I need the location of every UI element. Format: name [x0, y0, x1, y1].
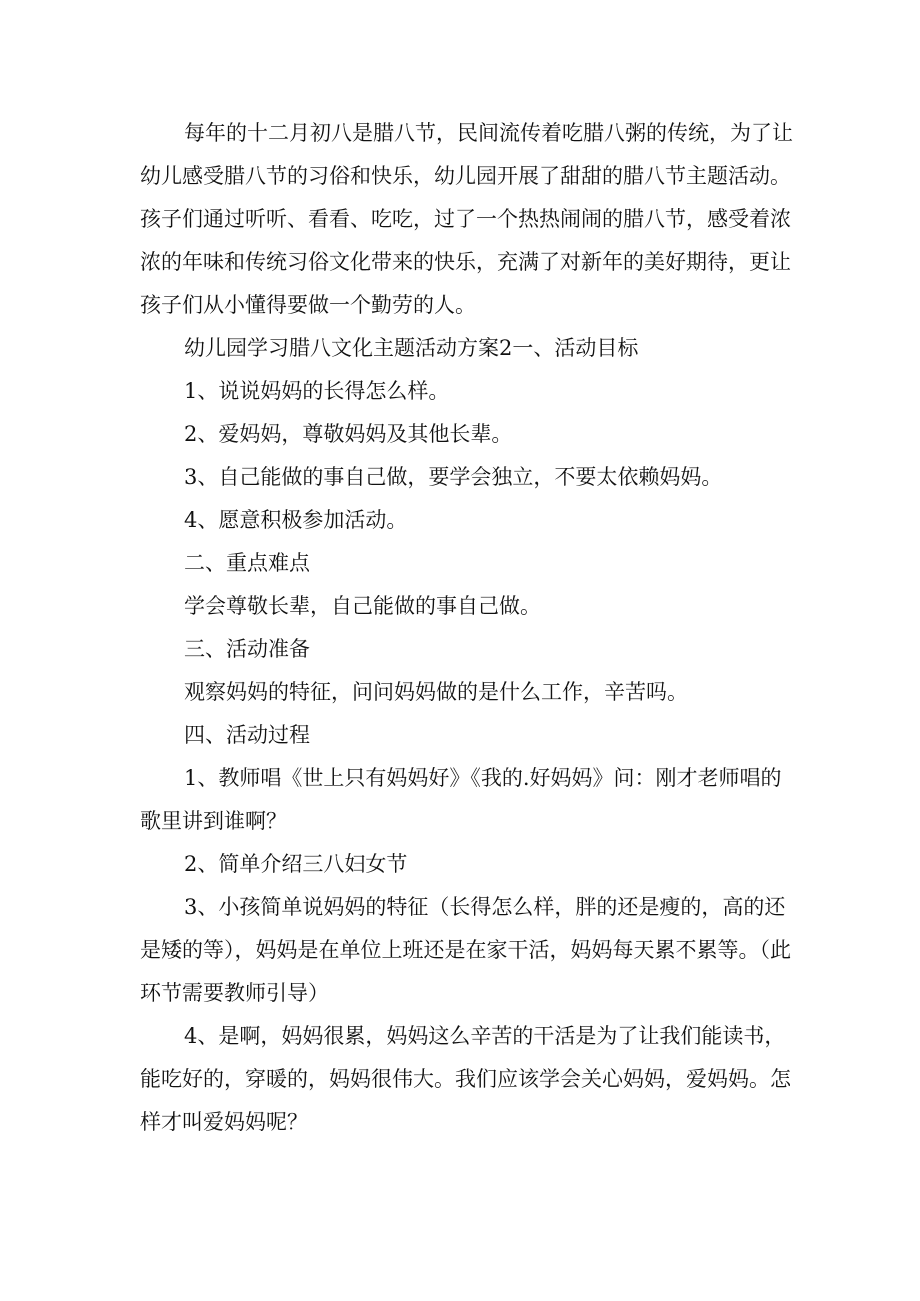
paragraph-preparation: 观察妈妈的特征，问问妈妈做的是什么工作，辛苦吗。 — [184, 680, 688, 704]
section-heading-process: 四、活动过程 — [184, 723, 310, 747]
paragraph-goal-4: 4、愿意积极参加活动。 — [184, 508, 408, 532]
paragraph-process-3: 3、小孩简单说妈妈的特征（长得怎么样，胖的还是瘦的，高的还是矮的等），妈妈是在单位上班还是在家干活，妈妈每天累不累等。（此环节需要教师引导） — [140, 895, 791, 1005]
paragraph-process-4: 4、是啊，妈妈很累，妈妈这么辛苦的干活是为了让我们能读书，能吃好的，穿暖的，妈妈很伟大。我们应该学会关心妈妈，爱妈妈。怎样才叫爱妈妈呢？ — [140, 1024, 791, 1134]
paragraph-process-2: 2、简单介绍三八妇女节 — [184, 852, 408, 876]
section-heading-preparation: 三、活动准备 — [184, 637, 310, 661]
document-body — [140, 112, 800, 1144]
paragraph-goal-2: 2、爱妈妈，尊敬妈妈及其他长辈。 — [184, 422, 513, 446]
paragraph-plan-title: 幼儿园学习腊八文化主题活动方案2一、活动目标 — [184, 336, 639, 360]
paragraph-goal-3: 3、自己能做的事自己做，要学会独立，不要太依赖妈妈。 — [184, 465, 723, 489]
paragraph-key-points: 学会尊敬长辈，自己能做的事自己做。 — [184, 594, 541, 618]
paragraph-goal-1: 1、说说妈妈的长得怎么样。 — [184, 379, 450, 403]
paragraph-intro: 每年的十二月初八是腊八节，民间流传着吃腊八粥的传统，为了让幼儿感受腊八节的习俗和快乐，幼儿园开展了甜甜的腊八节主题活动。孩子们通过听听、看看、吃吃，过了一个热热闹闹的腊八节，感受着浓浓的年味和传统习俗文化带来的快乐，充满了对新年的美好期待，更让孩子们从小懂得要做一个勤劳的人。 — [140, 121, 793, 317]
paragraph-process-1: 1、教师唱《世上只有妈妈好》《我的.好妈妈》问：刚才老师唱的歌里讲到谁啊？ — [140, 766, 782, 833]
section-heading-key-points: 二、重点难点 — [184, 551, 310, 575]
